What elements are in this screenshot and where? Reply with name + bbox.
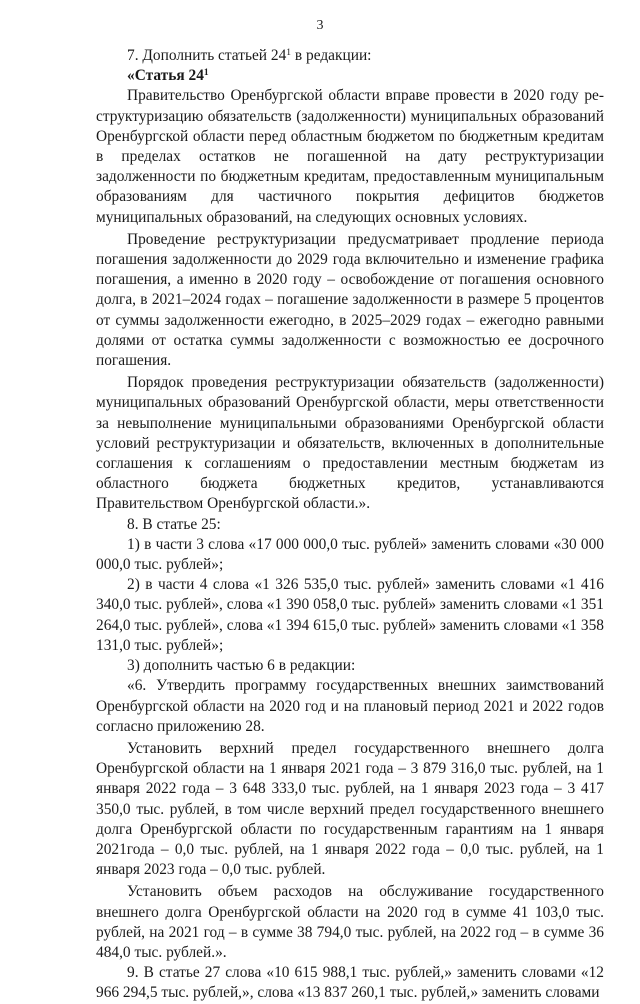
item-7-paragraph: [96, 46, 604, 66]
item-7-text: 7. Дополнить статьей 24: [127, 47, 287, 64]
paragraph-item-8: 8. В статье 25:: [127, 515, 221, 533]
article-heading-superscript: 1: [203, 68, 209, 79]
article-heading: [96, 66, 604, 86]
paragraph-item-8-sub-3: 3) дополнить частью 6 в редакции:: [127, 657, 356, 675]
item-7-superscript: 1: [286, 48, 292, 58]
paragraph-item-8-sub-2: 2) в части 4 слова «1 326 535,0 тыс. рублей» заменить словами «1 416 340,0 тыс. рублей», слова «1 390 058,0 тыс. рублей» заменить словами «1 351 264,0 тыс. рублей», слова «1 394 615,0 тыс. рублей» заменить словами «1 358 131,0 тыс. рублей»;: [96, 576, 604, 654]
paragraph-restructuring-right: Правительство Оренбургской области вправе провести в 2020 году реструктуризацию обязательств (задолженности) муниципальных образований Оренбургской области перед областным бюджетом по бюджетным кредитам в пределах остатков не погашенной на дату реструктуризации задолженности по бюджетным кредитам, предоставленным муниципальным образованиям для частичного покрытия дефицитов бюджетов муниципальных образований, на следующих основных условиях.: [96, 87, 604, 226]
document-body: [96, 46, 604, 1004]
paragraph-restructuring-procedure: Порядок проведения реструктуризации обязательств (задолженности) муниципальных образований Оренбургской области, меры ответственности за невыполнение муниципальными образованиями Оренбургской области условий реструктуризации и обязательств, включенных в дополнительные соглашения к соглашениям о предоставлении местным бюджетам из областного бюджета бюджетных кредитов, устанавливаются Правительством Оренбургской области.».: [96, 374, 604, 513]
article-heading-text: «Статья 24: [127, 67, 204, 85]
page-number: 3: [316, 18, 324, 33]
paragraph-item-8-sub-1: 1) в части 3 слова «17 000 000,0 тыс. рублей» заменить словами «30 000 000,0 тыс. рублей»;: [96, 535, 604, 574]
paragraph-external-debt-limit: Установить верхний предел государственного внешнего долга Оренбургской области на 1 января 2021 года – 3 879 316,0 тыс. рублей, на 1 января 2022 года – 3 648 333,0 тыс. рублей, на 1 января 2023 года – 3 417 350,0 тыс. рублей, в том числе верхний предел государственного внешнего долга Оренбургской области по государственным гарантиям на 1 января 2021года – 0,0 тыс. рублей, на 1 января 2022 года – 0,0 тыс. рублей, на 1 января 2023 года – 0,0 тыс. рублей.: [96, 739, 604, 879]
paragraph-restructuring-terms: Проведение реструктуризации предусматривает продление периода погашения задолженности до 2029 года включительно и изменение графика погашения, а именно в 2020 году – освобождение от погашения основного долга, в 2021–2024 годах – погашение задолженности в размере 5 процентов от суммы задолженности ежегодно, в 2025–2029 годах – ежегодно равными долями от остатка суммы задолженности с возможностью ее досрочного погашения.: [96, 230, 604, 370]
paragraph-item-9: 9. В статье 27 слова «10 615 988,1 тыс. рублей,» заменить словами «12 966 294,5 тыс. рублей,», слова «13 837 260,1 тыс. рублей,» заменить словами: [96, 964, 604, 1002]
paragraph-part-6: «6. Утвердить программу государственных внешних заимствований Оренбургской области на 2020 год и на плановый период 2021 и 2022 годов согласно приложению 28.: [96, 677, 604, 735]
paragraph-debt-service-expenses: Установить объем расходов на обслуживание государственного внешнего долга Оренбургской области на 2020 год в сумме 41 103,0 тыс. рублей, на 2021 год – в сумме 38 794,0 тыс. рублей, на 2022 год – в сумме 36 484,0 тыс. рублей.».: [96, 883, 604, 961]
item-7-suffix: в редакции:: [291, 47, 372, 64]
